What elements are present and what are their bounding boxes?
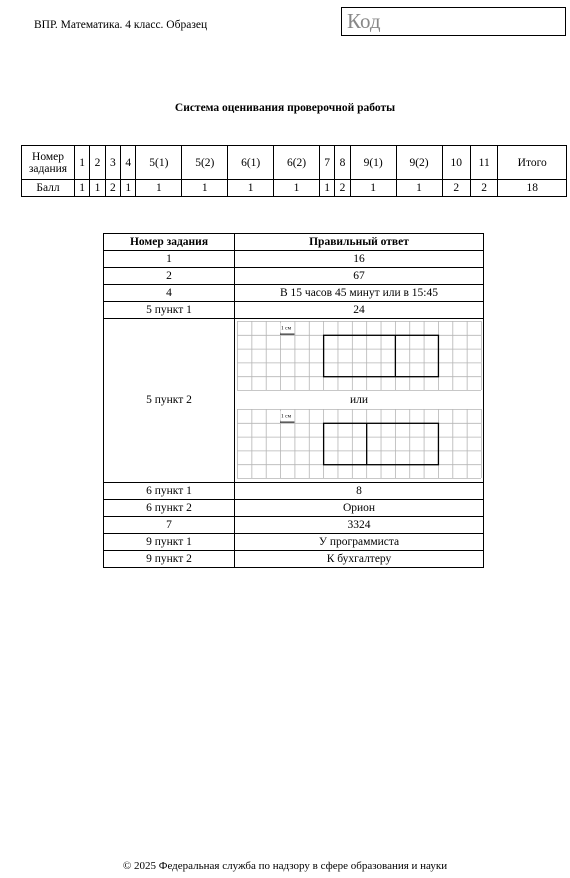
task-points-cell: 18	[498, 180, 567, 197]
task-number-cell: 9(2)	[396, 146, 442, 180]
task-cell: 1	[104, 251, 235, 268]
task-points-cell: 1	[228, 180, 274, 197]
task-number-cell: Итого	[498, 146, 567, 180]
answer-row-figures	[104, 319, 484, 483]
task-number-cell: 1	[75, 146, 90, 180]
answer-cell: 67	[235, 268, 484, 285]
task-points-cell: 2	[335, 180, 350, 197]
answer-cell: Орион	[235, 500, 484, 517]
answer-cell: В 15 часов 45 минут или в 15:45	[235, 285, 484, 302]
answer-row	[104, 534, 484, 551]
page-title: Система оценивания проверочной работы	[174, 102, 396, 114]
task-points-cell: 2	[470, 180, 497, 197]
points-header: Балл	[22, 180, 75, 197]
grid-figure-rectangle-split-middle	[237, 409, 482, 479]
task-points-cell: 1	[75, 180, 90, 197]
task-points-cell: 1	[182, 180, 228, 197]
answer-row	[104, 251, 484, 268]
answer-row	[104, 500, 484, 517]
task-cell: 6 пункт 1	[104, 483, 235, 500]
answer-column-header: Правильный ответ	[235, 234, 484, 251]
answer-row	[104, 483, 484, 500]
task-cell: 7	[104, 517, 235, 534]
task-number-cell: 3	[105, 146, 120, 180]
answer-row	[104, 551, 484, 568]
task-points-cell: 1	[136, 180, 182, 197]
answers-table	[103, 233, 484, 568]
task-number-cell: 9(1)	[350, 146, 396, 180]
task-column-header: Номер задания	[104, 234, 235, 251]
answer-row	[104, 285, 484, 302]
task-points-cell: 1	[121, 180, 136, 197]
answer-cell: К бухгалтеру	[235, 551, 484, 568]
answer-row	[104, 517, 484, 534]
task-number-cell: 5(1)	[136, 146, 182, 180]
task-number-cell: 6(2)	[274, 146, 320, 180]
answer-cell: 3324	[235, 517, 484, 534]
task-number-header: Номер задания	[22, 146, 75, 180]
task-number-cell: 2	[90, 146, 105, 180]
answer-cell: 8	[235, 483, 484, 500]
task-number-cell: 8	[335, 146, 350, 180]
task-points-cell: 1	[350, 180, 396, 197]
footer-copyright: © 2025 Федеральная служба по надзору в сфере образования и науки	[122, 860, 448, 872]
document-header-title: ВПР. Математика. 4 класс. Образец	[34, 19, 208, 31]
task-cell: 4	[104, 285, 235, 302]
scale-label: 1 см	[280, 413, 291, 420]
task-points-cell: 1	[320, 180, 335, 197]
task-points-cell: 2	[105, 180, 120, 197]
task-points-cell: 1	[90, 180, 105, 197]
task-cell: 2	[104, 268, 235, 285]
code-field[interactable]: Код	[341, 7, 566, 36]
task-number-cell: 6(1)	[228, 146, 274, 180]
task-points-cell: 1	[396, 180, 442, 197]
task-number-cell: 5(2)	[182, 146, 228, 180]
task-number-cell: 7	[320, 146, 335, 180]
grid-figure-rectangle-split-right	[237, 321, 482, 391]
task-number-cell: 10	[442, 146, 470, 180]
answer-cell: 16	[235, 251, 484, 268]
task-points-cell: 1	[274, 180, 320, 197]
task-cell: 5 пункт 2	[104, 319, 235, 483]
answer-row	[104, 268, 484, 285]
scale-label: 1 см	[280, 325, 291, 332]
answer-cell: 24	[235, 302, 484, 319]
task-number-cell: 11	[470, 146, 497, 180]
task-cell: 9 пункт 2	[104, 551, 235, 568]
task-number-cell: 4	[121, 146, 136, 180]
task-cell: 6 пункт 2	[104, 500, 235, 517]
scores-table	[21, 145, 567, 197]
task-points-cell: 2	[442, 180, 470, 197]
answer-cell: У программиста	[235, 534, 484, 551]
or-text: или	[349, 394, 369, 406]
task-cell: 5 пункт 1	[104, 302, 235, 319]
answer-figures-cell	[235, 319, 484, 483]
answer-row	[104, 302, 484, 319]
task-cell: 9 пункт 1	[104, 534, 235, 551]
